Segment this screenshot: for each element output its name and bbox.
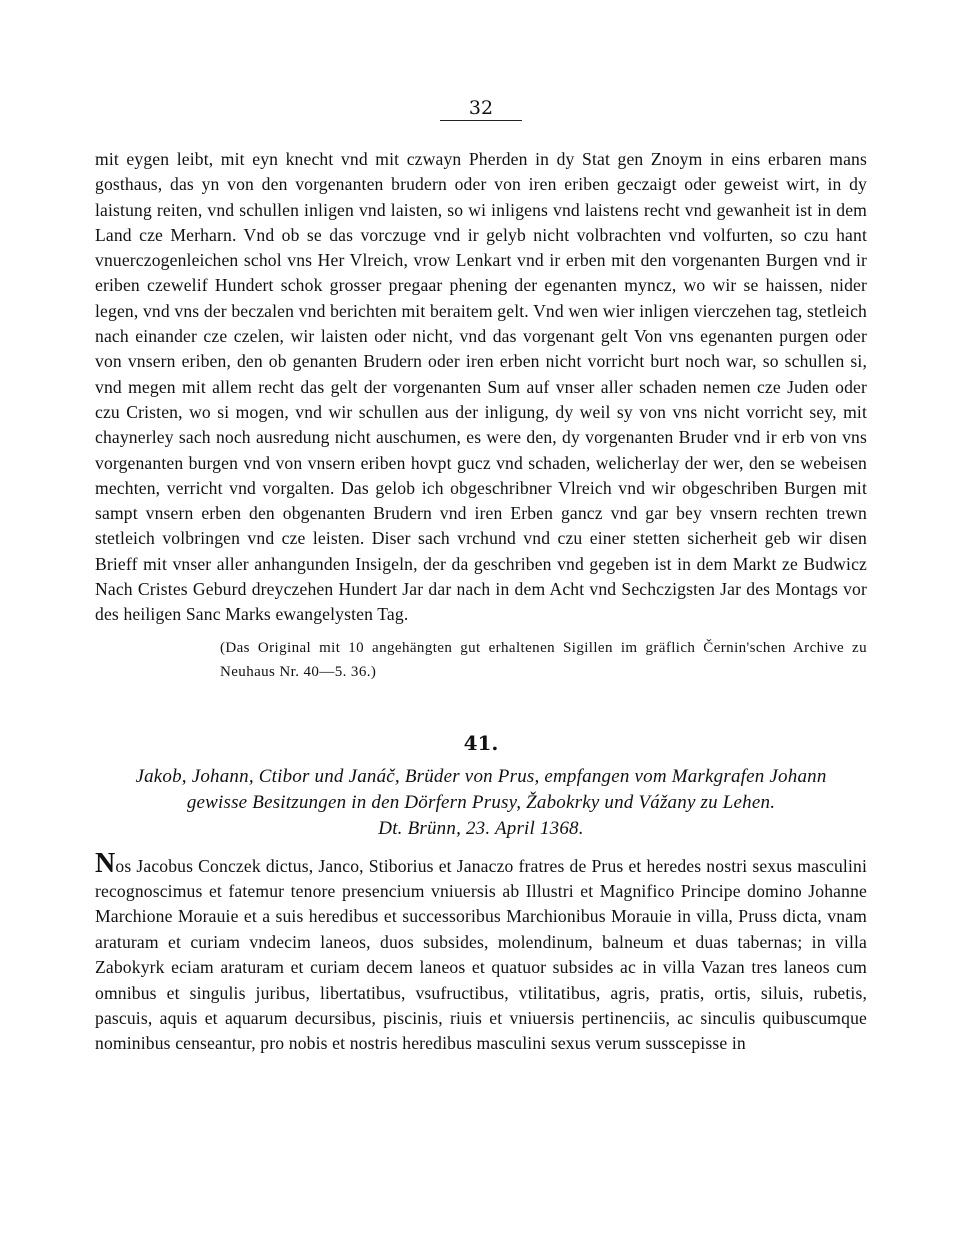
initial-letter: N	[95, 847, 116, 879]
page-number: 32	[468, 97, 494, 119]
body-text	[95, 147, 867, 628]
body-paragraph: mit eygen leibt, mit eyn knecht vnd mit czwayn Pherden in dy Stat gen Znoym in eins erbaren mans gosthaus, das yn von den vorgenanten brudern oder von iren eriben geczaigt oder geweist wirt, in dy laistung reiten, vnd schullen inligen vnd laisten, so wi inligens vnd laistens recht vnd gewanheit ist in dem Land cze Merharn. Vnd ob se das vorczuge vnd ir gelyb nicht volbrachten vnd volfurten, so czu hant vnuerczogenleichen schol vns Her Vlreich, vrow Lenkart vnd ir erben mit den vorgenanten Burgen vnd ir eriben czewelif Hundert schok grosser pregaar phening der egenanten myncz, wo wir se haissen, nider legen, vnd vns der beczalen vnd berichten mit beraitem gelt. Vnd wen wier inligen vierczehen tag, stetleich nach einander cze czelen, wir laisten oder nicht, vnd das vorgenant gelt Von vns egenanten purgen oder von vnsern eriben, den ob genanten Brudern oder iren erben nicht vorricht burt noch war, so schullen si, vnd megen mit allem recht das gelt der vorgenanten Sum auf vnser aller schaden nemen cze Juden oder czu Cristen, wo si mogen, vnd wir schullen aus der inligung, dy weil sy von vns nicht vorricht sey, mit chaynerley sach noch ausredung nicht auschumen, es were den, dy vorgenanten Bruder vnd ir erb von vns vorgenanten burgen vnd von vnsern eriben hovpt gucz vnd schaden, welicherlay der wer, den se webeisen mechten, verricht vnd vorgalten. Das gelob ich obgeschribner Vlreich vnd wir obgeschriben Burgen mit sampt vnsern erben den obgenanten Brudern vnd iren Erben gancz vnd gar bey vnsern rechten trewn stetleich volbringen vnd cze leisten. Diser sach vrchund vnd czu einer stetten sicherheit geb wir disen Brieff mit vnser aller anhangunden Insigeln, der da geschriben vnd gegeben ist in dem Markt ze Budwicz Nach Cristes Geburd dreyczehen Hundert Jar dar nach in dem Acht vnd Sechczigsten Jar des Montags vor des heiligen Sanc Marks ewangelysten Tag.	[95, 149, 867, 625]
heading-line-1: Jakob, Johann, Ctibor und Janáč, Brüder von Prus, empfangen vom Markgrafen Johann	[135, 765, 827, 787]
document-heading	[95, 764, 867, 842]
heading-line-2: gewisse Besitzungen in den Dörfern Prusy, Žabokrky und Vážany zu Lehen.	[186, 791, 776, 813]
latin-charter-text	[95, 847, 867, 1057]
archive-footnote: (Das Original mit 10 angehängten gut erhaltenen Sigillen im gräflich Černin'schen Archive zu Neuhaus Nr. 40—5. 36.)	[220, 639, 867, 680]
document-page	[95, 96, 867, 1057]
heading-line-3: Dt. Brünn, 23. April 1368.	[378, 817, 584, 839]
charter-text: os Jacobus Conczek dictus, Janco, Stiborius et Janaczo fratres de Prus et heredes nostri sexus masculini recognoscimus et fatemur tenore presencium vniuersis ab Illustri et Magnifico Principe domino Johanne Marchione Morauie et a suis heredibus et successoribus Marchionibus Morauie in villa, Pruss dicta, vnam araturam et curiam vndecim laneos, duos subsides, molendinum, balneum et duas tabernas; in villa Zabokyrk eciam araturam et curiam decem laneos et quatuor subsides ac in villa Vazan tres laneos cum omnibus et singulis juribus, libertatibus, vsufructibus, vtilitatibus, agris, pratis, ortis, siluis, rubetis, pascuis, aquis et aquarum decursibus, piscinis, riuis et vniuersis pertinenciis, ac sinculis quibuscumque nominibus censeantur, pro nobis et nostris heredibus masculini sexus verum susscepisse in	[95, 855, 867, 1054]
document-number: 41.	[463, 730, 499, 755]
page-number-rule	[440, 120, 522, 121]
